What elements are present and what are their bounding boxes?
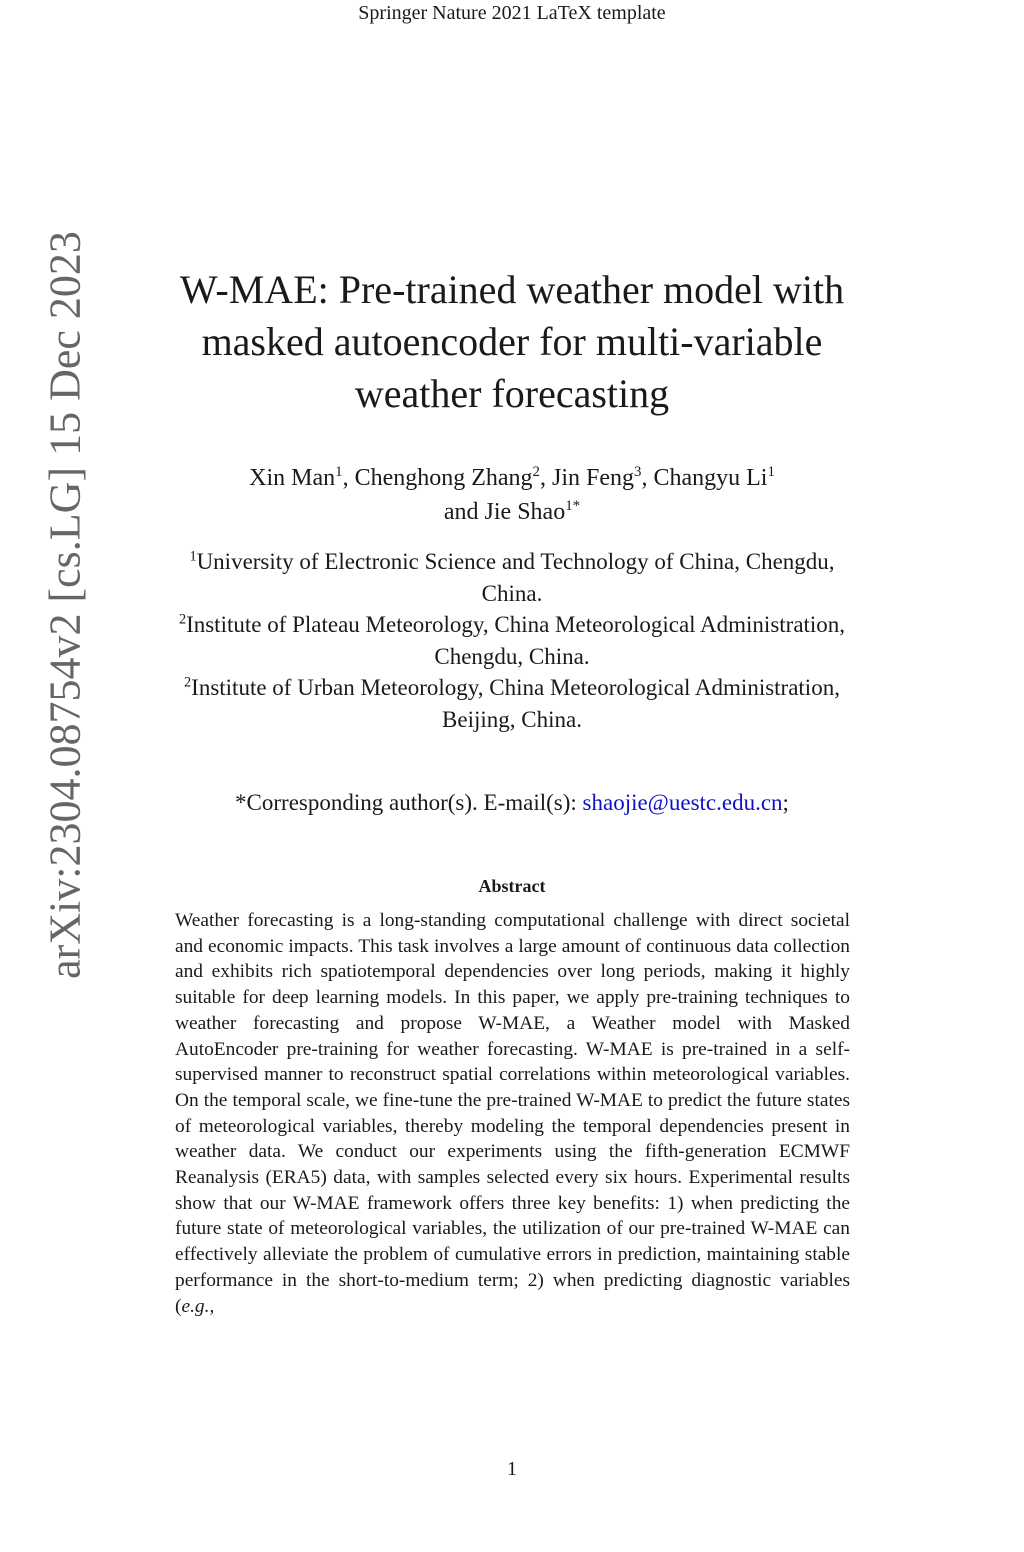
paper-title: W-MAE: Pre-trained weather model with masked autoencoder for multi-variable weather forecasting [179,267,845,416]
author: Jie Shao [484,499,566,525]
author: Xin Man [249,465,336,491]
author: Jin Feng [551,465,634,491]
affiliation [160,546,864,609]
author: Changyu Li [653,465,768,491]
author-conjunction: and [443,499,485,525]
affiliation-text: Institute of Urban Meteorology, China Meteorological Administration, Beijing, China. [191,675,840,732]
abstract-text: Weather forecasting is a long-standing computational challenge with direct societal and economic impacts. This task involves a large amount of continuous data collection and exhibits rich spatiotemporal dependencies over long periods, making it highly suitable for deep learning models. In this paper, we apply pre-training techniques to weather forecasting and propose W-MAE, a Weather model with Masked AutoEncoder pre-training for weather forecasting. W-MAE is pre-trained in a self-supervised manner to reconstruct spatial correlations within meteorological variables. On the temporal scale, we fine-tune the pre-trained W-MAE to predict the future states of meteorological variables, thereby modeling the temporal dependencies present in weather data. We conduct our experiments using the fifth-generation ECMWF Reanalysis (ERA5) data, with samples selected every six hours. Experimental results show that our W-MAE framework offers three key benefits: 1) when predicting the future state of meteorological variables, the utilization of our pre-trained W-MAE can effectively alleviate the problem of cumulative errors in prediction, maintaining stable performance in the short-to-medium term; 2) when predicting diagnostic variables (e.g., [175,910,850,1317]
running-header: Springer Nature 2021 LaTeX template [358,2,666,24]
affiliation-number: 1 [189,548,197,565]
affiliation-number: 2 [178,611,187,628]
author-affiliation-mark: 3 [634,464,642,480]
abstract-heading: Abstract [478,876,546,896]
author-affiliation-mark: 1 [335,464,343,480]
author-affiliation-mark: 1* [565,498,581,514]
page-number: 1 [507,1458,517,1480]
affiliation [160,672,864,735]
author-list: Xin Man$^1$, Chenghong Zhang$^2$, Jin Feng$^3$, Changyu Li$^1$ and Jie Shao$^{1*}$ [249,464,775,525]
author-affiliation-mark: 2 [532,464,540,480]
author: Chenghong Zhang [354,465,533,491]
email-link[interactable]: shaojie@uestc.edu.cn [582,790,783,815]
affiliation-text: University of Electronic Science and Technology of China, Chengdu, China. [196,549,835,606]
corresponding-author: *Corresponding author(s). E-mail(s): shaojie@uestc.edu.cn; [235,790,789,815]
affiliation-number: 2 [184,674,192,691]
arxiv-identifier: arXiv:2304.08754v2 [cs.LG] 15 Dec 2023 [40,231,90,979]
affiliation-text: Institute of Plateau Meteorology, China Meteorological Administration, Chengdu, China. [186,612,846,669]
affiliation [160,609,864,672]
author-affiliation-mark: 1 [767,464,775,480]
affiliation-list [160,546,864,735]
corresponding-label: *Corresponding author(s). E-mail(s): [235,790,583,815]
